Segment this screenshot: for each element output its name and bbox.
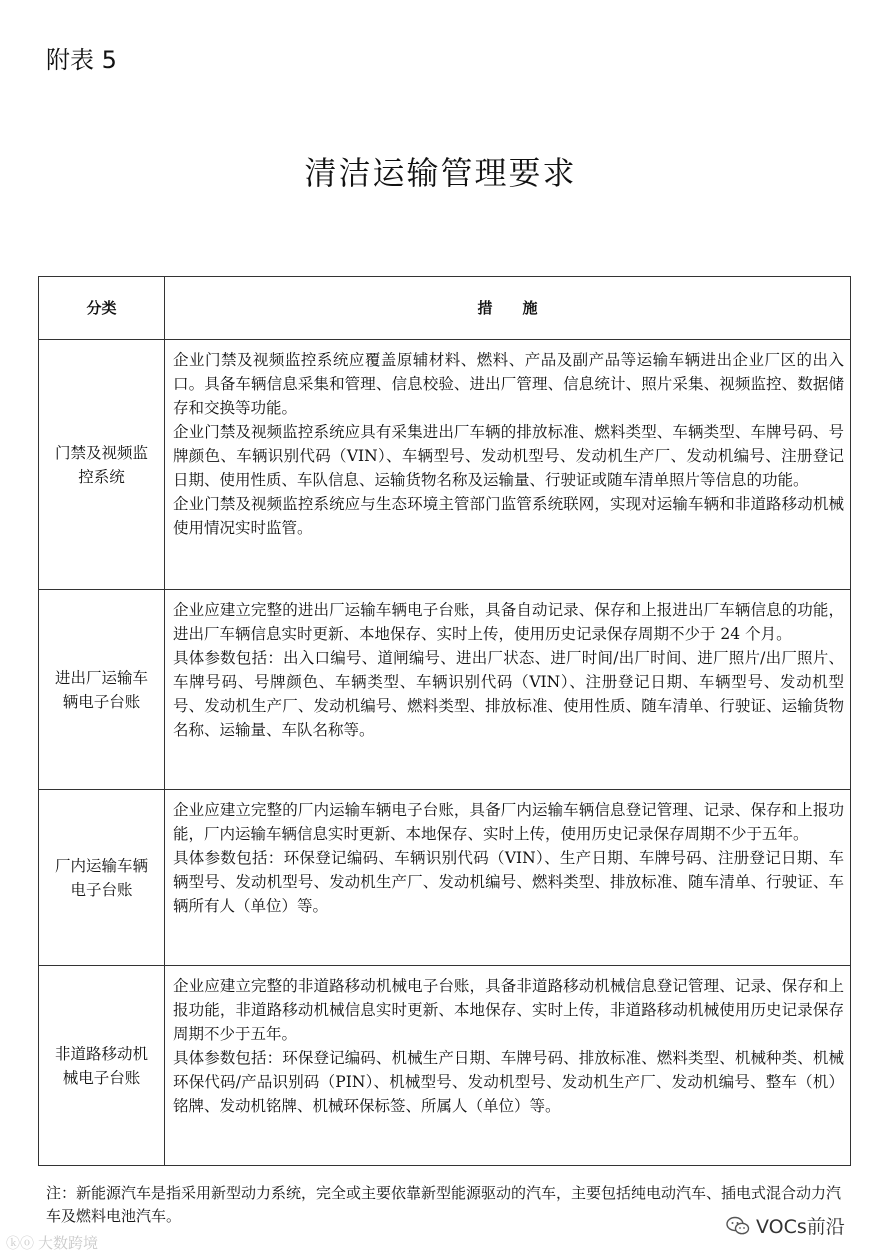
row-category [39, 790, 165, 966]
measure-paragraph: 具体参数包括：环保登记编码、车辆识别代码（VIN）、生产日期、车牌号码、注册登记日期、车辆型号、发动机型号、发动机生产厂、发动机编号、燃料类型、排放标准、随车清单、行驶证、车辆所有人（单位）等。 [173, 849, 844, 915]
measure-paragraph: 企业门禁及视频监控系统应具有采集进出厂车辆的排放标准、燃料类型、车辆类型、车牌号码、号牌颜色、车辆识别代码（VIN）、车辆型号、发动机型号、发动机生产厂、发动机编号、注册登记日期、使用性质、车队信息、运输货物名称及运输量、行驶证或随车清单照片等信息的功能。 [173, 423, 844, 489]
category-line: 电子台账 [70, 880, 133, 899]
table-row [39, 590, 851, 790]
table-row [39, 966, 851, 1166]
source-watermark [6, 1232, 98, 1253]
header-measures: 措 施 [165, 277, 851, 340]
row-measures [165, 966, 851, 1166]
measure-paragraph: 企业应建立完整的进出厂运输车辆电子台账，具备自动记录、保存和上报进出厂车辆信息的功能，进出厂车辆信息实时更新、本地保存、实时上传，使用历史记录保存周期不少于 24 个月。 [173, 601, 844, 643]
row-measures [165, 590, 851, 790]
row-category [39, 340, 165, 590]
source-watermark-text: 大数跨境 [38, 1234, 99, 1252]
row-measures [165, 340, 851, 590]
measure-paragraph: 企业应建立完整的厂内运输车辆电子台账，具备厂内运输车辆信息登记管理、记录、保存和上报功能，厂内运输车辆信息实时更新、本地保存、实时上传，使用历史记录保存周期不少于五年。 [173, 801, 844, 843]
footnote: 注：新能源汽车是指采用新型动力系统，完全或主要依靠新型能源驱动的汽车，主要包括纯电动汽车、插电式混合动力汽车及燃料电池汽车。 [46, 1184, 842, 1225]
table-row [39, 340, 851, 590]
row-measures [165, 790, 851, 966]
table-row [39, 790, 851, 966]
measure-paragraph: 企业门禁及视频监控系统应覆盖原辅材料、燃料、产品及副产品等运输车辆进出企业厂区的出入口。具备车辆信息采集和管理、信息校验、进出厂管理、信息统计、照片采集、视频监控、数据储存和交换等功能。 [173, 351, 844, 417]
category-line: 辆电子台账 [62, 692, 141, 711]
category-line: 控系统 [78, 467, 125, 486]
account-watermark-text: VOCs前沿 [756, 1216, 845, 1238]
category-line: 非道路移动机 [54, 1044, 148, 1063]
measure-paragraph: 具体参数包括：出入口编号、道闸编号、进出厂状态、进厂时间/出厂时间、进厂照片/出厂照片、车牌号码、号牌颜色、车辆类型、车辆识别代码（VIN）、注册登记日期、车辆型号、发动机型号、发动机生产厂、发动机编号、燃料类型、排放标准、使用性质、随车清单、行驶证、运输货物名称、运输量、车队名称等。 [173, 649, 844, 739]
measure-paragraph: 企业门禁及视频监控系统应与生态环境主管部门监管系统联网，实现对运输车辆和非道路移动机械使用情况实时监管。 [173, 495, 844, 537]
category-line: 械电子台账 [62, 1068, 141, 1087]
wechat-icon [726, 1215, 750, 1237]
appendix-label: 附表 5 [46, 46, 117, 74]
category-line: 厂内运输车辆 [54, 856, 148, 875]
header-category: 分类 [39, 277, 165, 340]
category-line: 进出厂运输车 [54, 668, 148, 687]
measure-paragraph: 具体参数包括：环保登记编码、机械生产日期、车牌号码、排放标准、燃料类型、机械种类、机械环保代码/产品识别码（PIN）、机械型号、发动机型号、发动机生产厂、发动机编号、整车（机）铭牌、发动机铭牌、机械环保标签、所属人（单位）等。 [173, 1049, 844, 1115]
requirements-table [38, 276, 851, 1166]
row-category [39, 966, 165, 1166]
measure-paragraph: 企业应建立完整的非道路移动机械电子台账，具备非道路移动机械信息登记管理、记录、保存和上报功能，非道路移动机械信息实时更新、本地保存、实时上传，非道路移动机械使用历史记录保存周期不少于五年。 [173, 977, 844, 1043]
account-watermark [726, 1212, 845, 1239]
table-header-row [39, 277, 851, 340]
category-line: 门禁及视频监 [54, 443, 148, 462]
page-title: 清洁运输管理要求 [304, 154, 577, 192]
brand-logo-icon: ⓚⓞ [6, 1235, 34, 1252]
row-category [39, 590, 165, 790]
